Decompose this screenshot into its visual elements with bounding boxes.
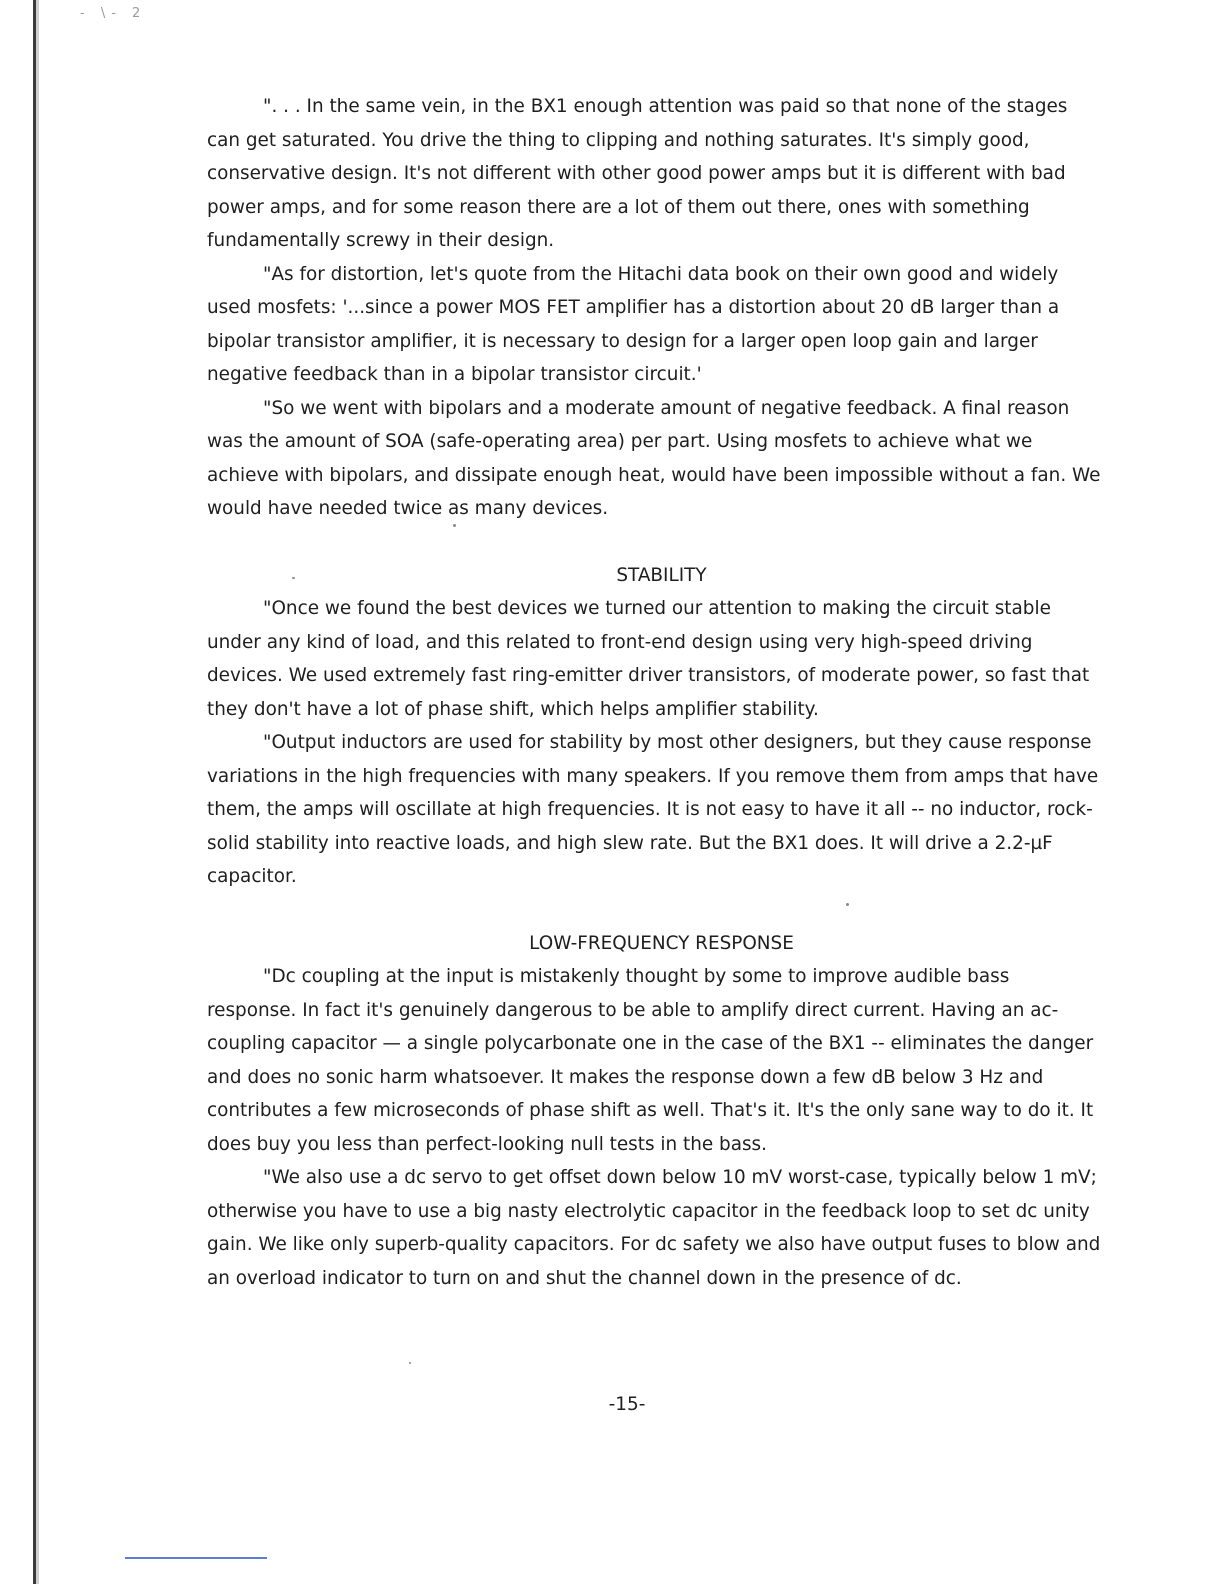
page-number: -15- bbox=[608, 1394, 646, 1415]
corner-marks: - \- 2 bbox=[80, 6, 147, 21]
scan-speck bbox=[409, 1362, 411, 1364]
document-body bbox=[207, 90, 1102, 1295]
section-low-frequency-response bbox=[207, 927, 1102, 1296]
paragraph: "Output inductors are used for stability by most other designers, but they cause response variations in the high frequencies with many speakers. If you remove them from amps that have them, the amps will oscillate at high frequencies. It is not easy to have it all -- no inductor, rock-solid stability into reactive loads, and high slew rate. But the BX1 does. It will drive a 2.2-µF capacitor. bbox=[207, 732, 1099, 887]
section-intro bbox=[207, 90, 1102, 526]
section-heading-low-frequency-response: LOW-FREQUENCY RESPONSE bbox=[529, 932, 794, 954]
paragraph: "Once we found the best devices we turned our attention to making the circuit stable under any kind of load, and this related to front-end design using very high-speed driving devices. We used extremely fast ring-emitter driver transistors, of moderate power, so fast that they don't have a lot of phase shift, which helps amplifier stability. bbox=[207, 598, 1090, 720]
section-heading-stability: STABILITY bbox=[616, 564, 707, 586]
paragraph: "Dc coupling at the input is mistakenly thought by some to improve audible bass response. In fact it's genuinely dangerous to be able to amplify direct current. Having an ac-coupling capacitor — a single polycarbonate one in the case of the BX1 -- eliminates the danger and does no sonic harm whatsoever. It makes the response down a few dB below 3 Hz and contributes a few microseconds of phase shift as well. That's it. It's the only sane way to do it. It does buy you less than perfect-looking null tests in the bass. bbox=[207, 966, 1094, 1155]
footnote-rule bbox=[125, 1557, 267, 1559]
paragraph: "So we went with bipolars and a moderate amount of negative feedback. A final reason was the amount of SOA (safe-operating area) per part. Using mosfets to achieve what we achieve with bipolars, and dissipate enough heat, would have been impossible without a fan. We would have needed twice as many devices. bbox=[207, 397, 1101, 519]
paragraph: ". . . In the same vein, in the BX1 enough attention was paid so that none of the stages can get saturated. You drive the thing to clipping and nothing saturates. It's simply good, conservative design. It's not different with other good power amps but it is different with bad power amps, and for some reason there are a lot of them out there, ones with something fundamentally screwy in their design. bbox=[207, 96, 1068, 251]
section-stability bbox=[207, 559, 1102, 894]
scan-edge-shadow bbox=[36, 0, 39, 1584]
paragraph: "We also use a dc servo to get offset down below 10 mV worst-case, typically below 1 mV; otherwise you have to use a big nasty electrolytic capacitor in the feedback loop to set dc unity gain. We like only superb-quality capacitors. For dc safety we also have output fuses to blow and an overload indicator to turn on and shut the channel down in the presence of dc. bbox=[207, 1167, 1101, 1289]
paragraph: "As for distortion, let's quote from the Hitachi data book on their own good and widely used mosfets: '...since a power MOS FET amplifier has a distortion about 20 dB larger than a bipolar transistor amplifier, it is necessary to design for a larger open loop gain and larger negative feedback than in a bipolar transistor circuit.' bbox=[207, 263, 1060, 385]
